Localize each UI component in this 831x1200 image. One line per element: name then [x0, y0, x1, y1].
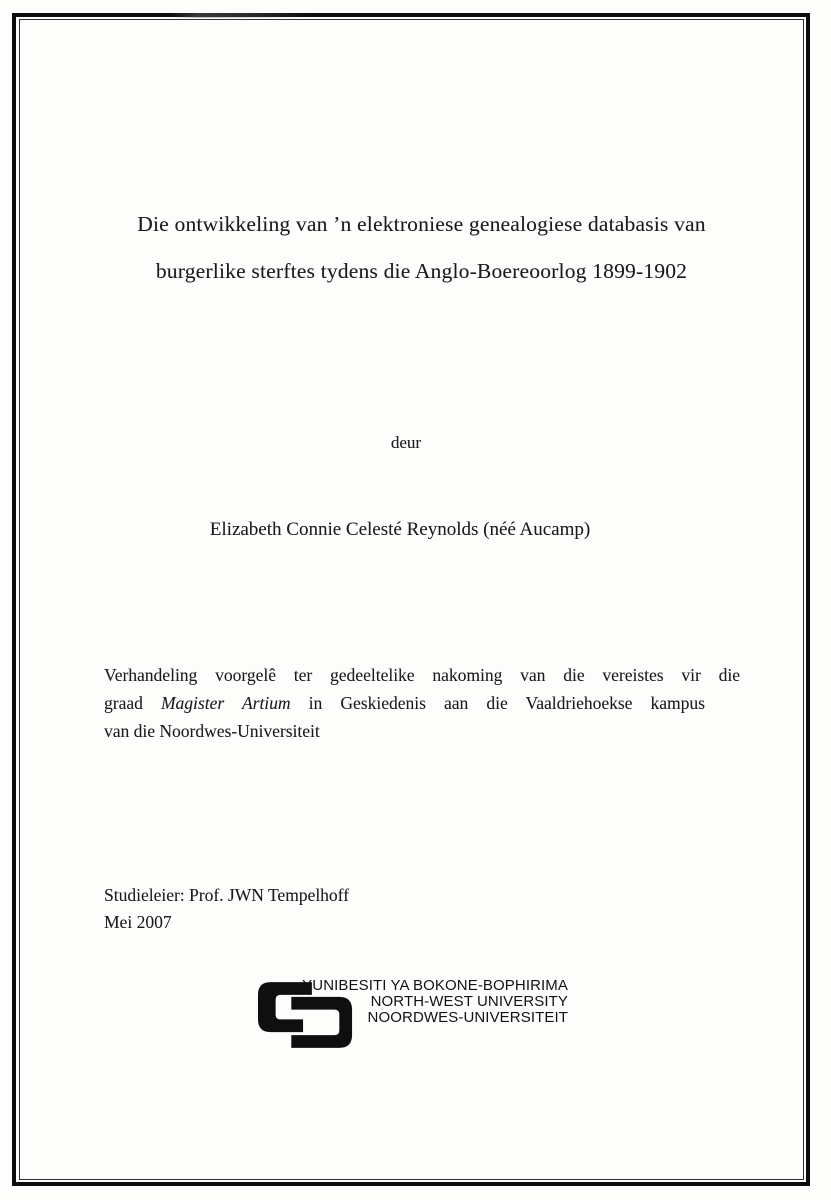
scan-artifact-smudge: [170, 13, 310, 18]
thesis-title-line2: burgerlike sterftes tydens die Anglo-Boereoorlog 1899-1902: [155, 259, 688, 283]
byline: deur: [390, 433, 422, 452]
nwu-logo-text: [268, 978, 568, 1026]
degree-statement-line3: van die Noordwes-Universiteit: [104, 721, 320, 741]
thesis-title-line1: Die ontwikkeling van ’n elektroniese genealogiese databasis van: [137, 212, 706, 236]
supervisor-line: Studieleier: Prof. JWN Tempelhoff: [104, 885, 350, 905]
degree-name-italic: Magister Artium: [160, 693, 291, 713]
thesis-title: [12, 201, 831, 295]
nwu-logo-line1: YUNIBESITI YA BOKONE-BOPHIRIMA: [302, 977, 568, 994]
date-line: Mei 2007: [104, 912, 172, 932]
degree-statement-line2-pre: graad: [104, 693, 161, 713]
supervisor-block: [104, 882, 349, 936]
nwu-logo-line2: NORTH-WEST UNIVERSITY: [370, 993, 568, 1010]
degree-statement-line2-post: in Geskiedenis aan die Vaaldriehoekse kampus: [290, 693, 705, 713]
degree-statement-line1: Verhandeling voorgelê ter gedeeltelike nakoming van die vereistes vir die: [104, 665, 740, 685]
author-name: Elizabeth Connie Celesté Reynolds (néé Aucamp): [209, 519, 591, 540]
nwu-logo-line3: NOORDWES-UNIVERSITEIT: [367, 1009, 568, 1026]
degree-statement: [104, 661, 740, 745]
degree-statement-line2: [104, 689, 705, 717]
